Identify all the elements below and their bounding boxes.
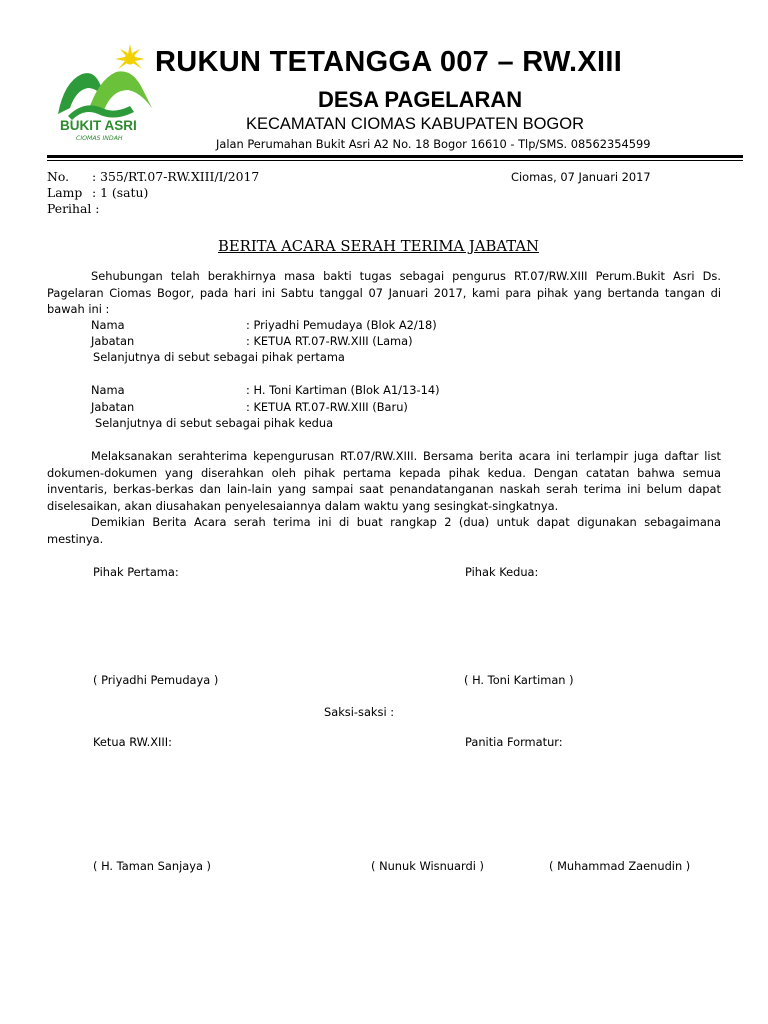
party2-position-label: Jabatan bbox=[91, 400, 135, 414]
party1-position-label: Jabatan bbox=[91, 334, 135, 348]
witness2-name: ( Nunuk Wisnuardi ) bbox=[371, 859, 484, 873]
lamp-value: : 1 (satu) bbox=[92, 185, 149, 200]
body2-text: Demikian Berita Acara serah terima ini di buat rangkap 2 (dua) untuk dapat digunakan sebagaimana mestinya. bbox=[47, 515, 721, 546]
logo-subtext: CIOMAS INDAH bbox=[76, 135, 123, 142]
committee-label: Panitia Formatur: bbox=[465, 735, 563, 749]
org-name: RUKUN TETANGGA 007 – RW.XIII bbox=[155, 46, 623, 78]
second-party-label: Pihak Kedua: bbox=[465, 565, 539, 579]
intro-paragraph bbox=[47, 268, 721, 318]
first-party-label: Pihak Pertama: bbox=[93, 565, 179, 579]
body1-text: Melaksanakan serahterima kepengurusan RT.07/RW.XIII. Bersama berita acara ini terlampir juga daftar list dokumen-dokumen yang diserahkan oleh pihak pertama kepada pihak kedua. Dengan catatan bahwa semua inventaris, berkas-berkas dan lain-lain yang sampai saat penandatanganan naskah serah terima ini belum dapat diselesaikan, akan diusahakan penyelesaiannya dalam waktu yang sesingkat-singkatnya. bbox=[47, 449, 721, 513]
body-paragraph-1 bbox=[47, 448, 721, 514]
header-rule-thick bbox=[47, 155, 743, 158]
body-paragraph-2 bbox=[47, 514, 721, 547]
no-label: No. bbox=[47, 169, 70, 184]
party1-position-value: : KETUA RT.07-RW.XIII (Lama) bbox=[246, 334, 413, 348]
party2-name-label: Nama bbox=[91, 383, 125, 397]
witness3-name: ( Muhammad Zaenudin ) bbox=[549, 859, 691, 873]
intro-text: Sehubungan telah berakhirnya masa bakti tugas sebagai pengurus RT.07/RW.XIII Perum.Bukit Asri Ds. Pagelaran Ciomas Bogor, pada hari ini Sabtu tanggal 07 Januari 2017, kami para pihak yang bertanda tangan di bawah ini : bbox=[47, 269, 721, 316]
witness-label: Saksi-saksi : bbox=[324, 705, 395, 719]
party1-name-value: : Priyadhi Pemudaya (Blok A2/18) bbox=[246, 318, 437, 332]
party2-name-value: : H. Toni Kartiman (Blok A1/13-14) bbox=[246, 383, 440, 397]
witness1-name: ( H. Taman Sanjaya ) bbox=[93, 859, 211, 873]
letter-date: Ciomas, 07 Januari 2017 bbox=[511, 170, 651, 184]
logo-text: BUKIT ASRI bbox=[60, 118, 137, 133]
header-rule-thin bbox=[47, 160, 743, 161]
perihal-label: Perihal : bbox=[47, 201, 100, 216]
district-name: KECAMATAN CIOMAS KABUPATEN BOGOR bbox=[246, 115, 584, 133]
lamp-label: Lamp bbox=[47, 185, 83, 200]
rw-chair-label: Ketua RW.XIII: bbox=[93, 735, 172, 749]
sun-icon bbox=[115, 44, 145, 69]
village-name: DESA PAGELARAN bbox=[318, 87, 523, 112]
document-title: BERITA ACARA SERAH TERIMA JABATAN bbox=[218, 238, 539, 255]
party2-note: Selanjutnya di sebut sebagai pihak kedua bbox=[95, 416, 334, 430]
second-party-name: ( H. Toni Kartiman ) bbox=[464, 673, 574, 687]
first-party-name: ( Priyadhi Pemudaya ) bbox=[93, 673, 219, 687]
party2-position-value: : KETUA RT.07-RW.XIII (Baru) bbox=[246, 400, 408, 414]
mountain-right bbox=[88, 71, 152, 112]
party1-name-label: Nama bbox=[91, 318, 125, 332]
no-value: : 355/RT.07-RW.XIII/I/2017 bbox=[92, 169, 260, 184]
address-line: Jalan Perumahan Bukit Asri A2 No. 18 Bogor 16610 - Tlp/SMS. 08562354599 bbox=[216, 137, 651, 151]
party1-note: Selanjutnya di sebut sebagai pihak pertama bbox=[93, 350, 345, 364]
